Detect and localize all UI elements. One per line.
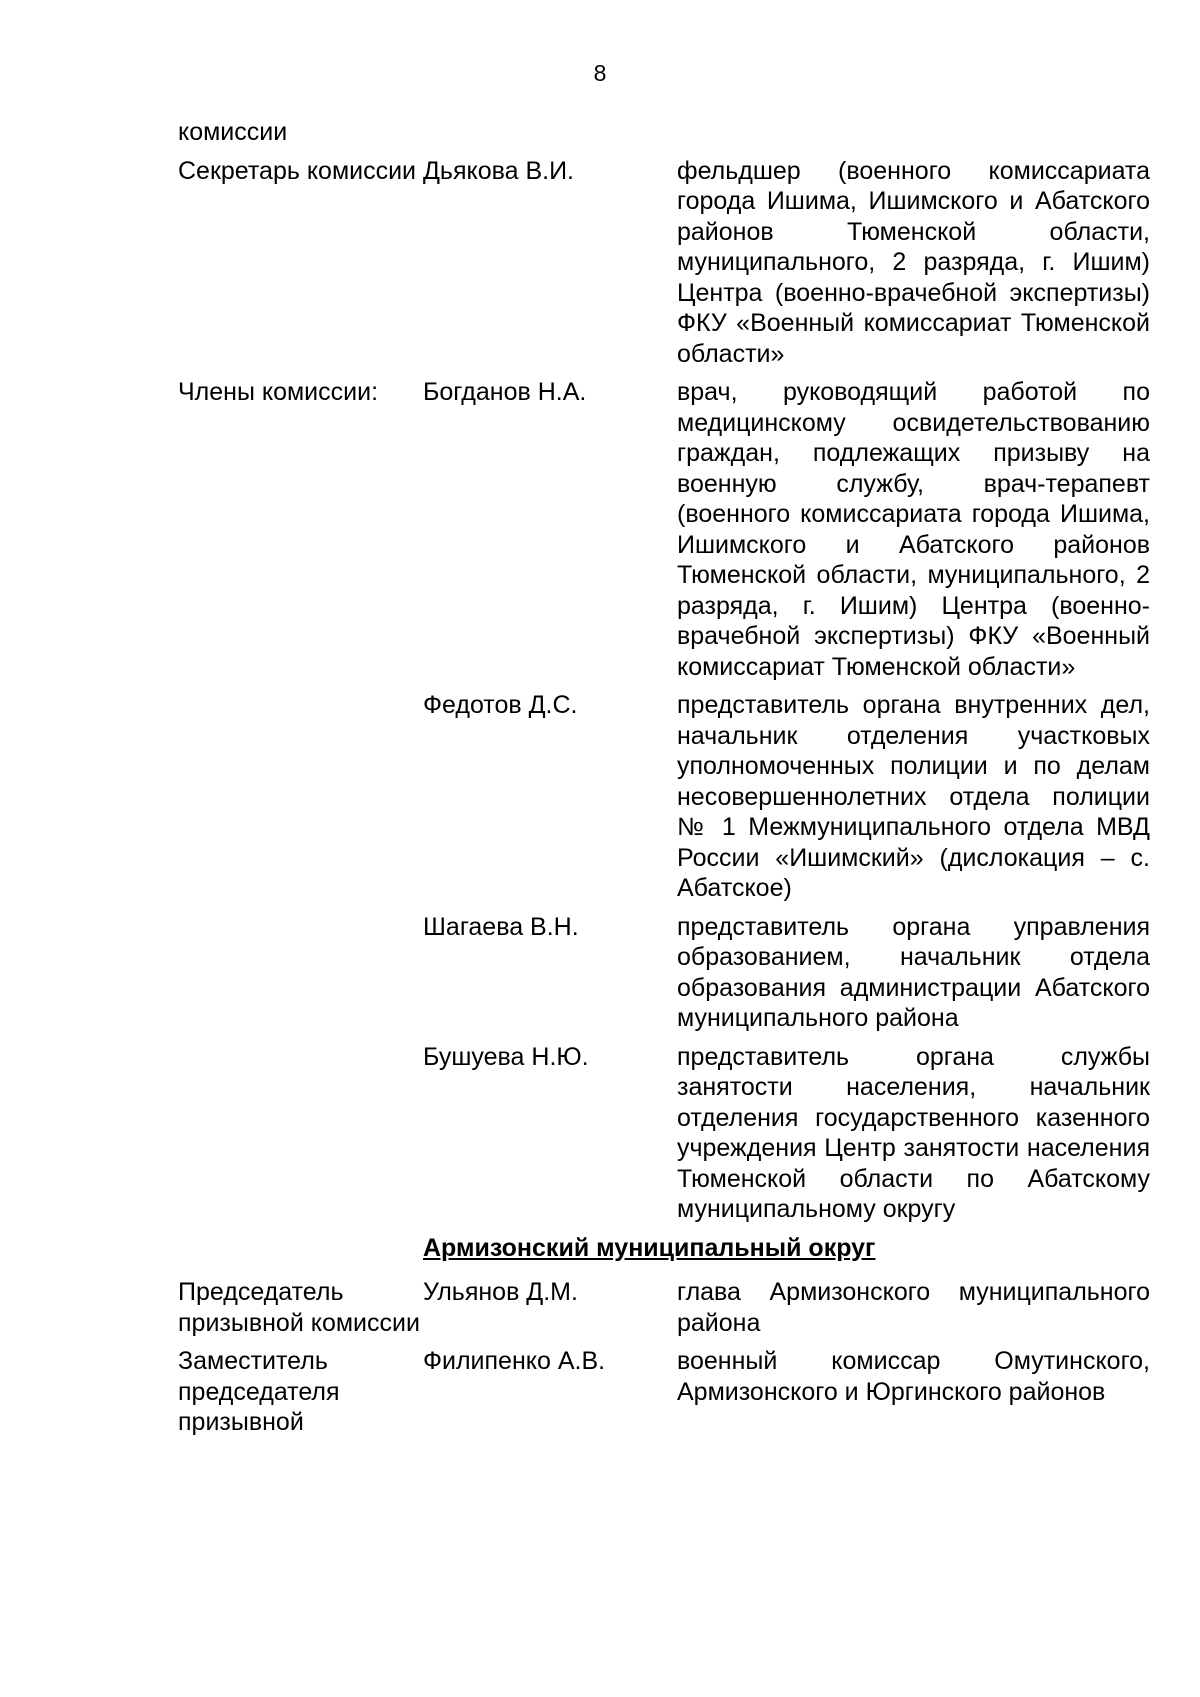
member-name: Шагаева В.Н.	[423, 912, 579, 941]
member-name: Дьякова В.И.	[423, 156, 575, 185]
member-name: Богданов Н.А.	[423, 378, 587, 406]
member-role: Заместитель председателя призывной	[178, 1347, 340, 1436]
member-role: комиссии	[178, 118, 288, 146]
member-position: представитель органа внутренних дел, начальник отделения участковых уполномоченных полиции и по делам несовершеннолетних отдела полиции № 1 Межмуниципального отдела МВД России «Ишимский» (дислокация – с. Абатское)	[677, 691, 1150, 902]
member-row	[178, 1277, 1150, 1338]
member-position	[677, 117, 1150, 148]
member-name: Бушуева Н.Ю.	[423, 1042, 589, 1071]
member-position: врач, руководящий работой по медицинскому освидетельствованию граждан, подлежащих призыву на военную службу, врач-терапевт (военного комиссариата города Ишима, Ишимского и Абатского районов Тюменской области, муниципального, 2 разряда, г. Ишим) Центра (военно-врачебной экспертизы) ФКУ «Военный комиссариат Тюменской области»	[677, 378, 1150, 681]
member-position: военный комиссар Омутинского, Армизонского и Юргинского районов	[677, 1347, 1150, 1406]
member-role: Секретарь комиссии	[178, 156, 417, 185]
member-row	[178, 1346, 1150, 1438]
member-role	[178, 1042, 423, 1225]
member-row	[178, 690, 1150, 904]
member-role	[178, 690, 423, 904]
member-row	[178, 377, 1150, 682]
member-position: глава Армизонского муниципального района	[677, 1278, 1150, 1337]
member-row	[178, 156, 1150, 370]
member-row	[178, 912, 1150, 1034]
member-row	[178, 117, 1150, 148]
member-name: Федотов Д.С.	[423, 691, 578, 719]
member-name: Ульянов Д.М.	[423, 1278, 578, 1306]
member-role	[178, 912, 423, 1034]
member-position: фельдшер (военного комиссариата города Ишима, Ишимского и Абатского районов Тюменской области, муниципального, 2 разряда, г. Ишим) Центра (военно-врачебной экспертизы) ФКУ «Военный комиссариат Тюменской области»	[677, 156, 1150, 368]
member-name	[423, 117, 677, 148]
member-name: Филипенко А.В.	[423, 1347, 606, 1375]
member-role: Председатель призывной комиссии	[178, 1278, 420, 1337]
member-position: представитель органа службы занятости населения, начальник отделения государственного казенного учреждения Центр занятости населения Тюменской области по Абатскому муниципальному округу	[677, 1042, 1150, 1223]
member-row	[178, 1042, 1150, 1225]
member-role: Члены комиссии:	[178, 378, 379, 406]
commission-list	[178, 117, 1150, 1446]
page-number: 8	[593, 60, 607, 86]
section-heading: Армизонский муниципальный округ	[423, 1233, 876, 1262]
member-position: представитель органа управления образованием, начальник отдела образования администрации Абатского муниципального района	[677, 912, 1150, 1032]
